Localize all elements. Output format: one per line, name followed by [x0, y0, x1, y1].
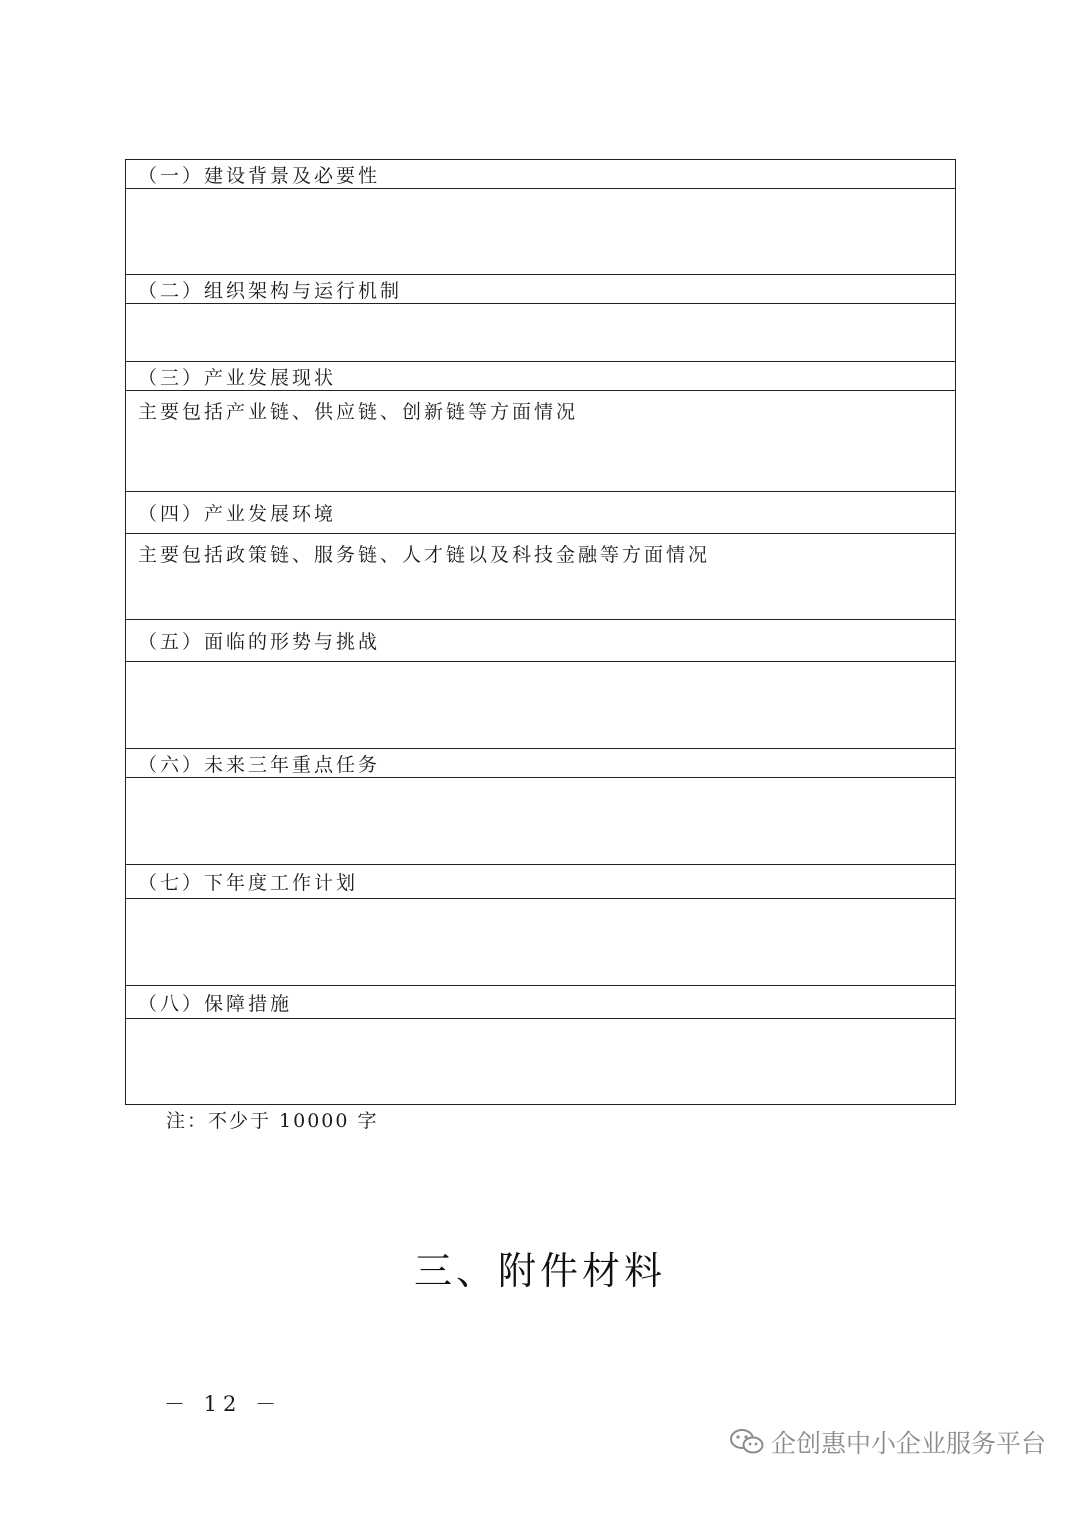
section-content-8[interactable] [126, 1019, 956, 1105]
wechat-icon [729, 1428, 765, 1456]
section-content-7[interactable] [126, 899, 956, 986]
section-heading-7: （七）下年度工作计划 [126, 865, 956, 899]
section-content-4[interactable]: 主要包括政策链、服务链、人才链以及科技金融等方面情况 [126, 534, 956, 620]
section-content-5[interactable] [126, 662, 956, 749]
application-form-table [125, 159, 956, 1105]
section-title: 三、附件材料 [413, 1249, 666, 1293]
section-heading-8: （八）保障措施 [126, 986, 956, 1019]
watermark-text: 企创惠中小企业服务平台 [770, 1429, 1046, 1458]
section-heading-1: （一）建设背景及必要性 [126, 160, 956, 189]
word-count-note: 注：不少于 10000 字 [166, 1110, 379, 1132]
section-heading-2: （二）组织架构与运行机制 [126, 275, 956, 304]
page-number: － 12 － [164, 1392, 283, 1416]
section-heading-5: （五）面临的形势与挑战 [126, 620, 956, 662]
section-content-3[interactable]: 主要包括产业链、供应链、创新链等方面情况 [126, 391, 956, 492]
section-heading-4: （四）产业发展环境 [126, 492, 956, 534]
section-heading-6: （六）未来三年重点任务 [126, 749, 956, 778]
section-content-2[interactable] [126, 304, 956, 362]
section-heading-3: （三）产业发展现状 [126, 362, 956, 391]
section-content-6[interactable] [126, 778, 956, 865]
watermark [729, 1424, 1046, 1460]
section-content-1[interactable] [126, 189, 956, 275]
